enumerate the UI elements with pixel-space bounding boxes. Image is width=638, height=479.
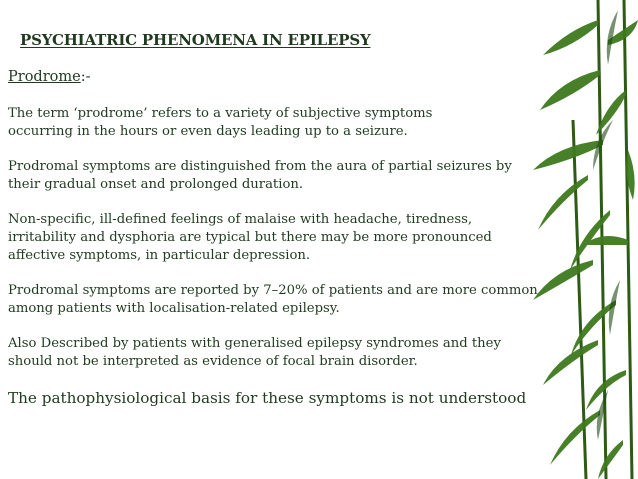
paragraph-line: irritability and dysphoria are typical but there may be more pronounced (8, 230, 492, 245)
prodrome-heading (8, 68, 588, 86)
paragraph-line: among patients with localisation-related epilepsy. (8, 301, 340, 316)
paragraph-distinction (8, 158, 588, 194)
paragraph-line: Prodromal symptoms are reported by 7–20% of patients and are more common (8, 283, 538, 298)
prodrome-heading-text: Prodrome (8, 69, 81, 85)
paragraph-generalised (8, 335, 588, 371)
paragraph-line: occurring in the hours or even days leading up to a seizure. (8, 124, 408, 139)
paragraph-definition (8, 105, 588, 141)
paragraph-line: The term ‘prodrome’ refers to a variety of subjective symptoms (8, 106, 433, 121)
conclusion-text: The pathophysiological basis for these symptoms is not understood (8, 389, 527, 407)
paragraph-line: their gradual onset and prolonged duration. (8, 177, 304, 192)
slide-title: PSYCHIATRIC PHENOMENA IN EPILEPSY (20, 31, 371, 49)
paragraph-line: Non-specific, ill-defined feelings of malaise with headache, tiredness, (8, 212, 473, 227)
paragraph-line: Also Described by patients with generalised epilepsy syndromes and they (8, 336, 501, 351)
paragraph-line: Prodromal symptoms are distinguished from the aura of partial seizures by (8, 159, 512, 174)
slide-body (8, 68, 588, 425)
paragraph-symptoms (8, 211, 588, 265)
paragraph-line: affective symptoms, in particular depression. (8, 248, 311, 263)
prodrome-heading-suffix: :- (80, 69, 91, 85)
paragraph-line: should not be interpreted as evidence of focal brain disorder. (8, 354, 418, 369)
paragraph-prevalence (8, 282, 588, 318)
